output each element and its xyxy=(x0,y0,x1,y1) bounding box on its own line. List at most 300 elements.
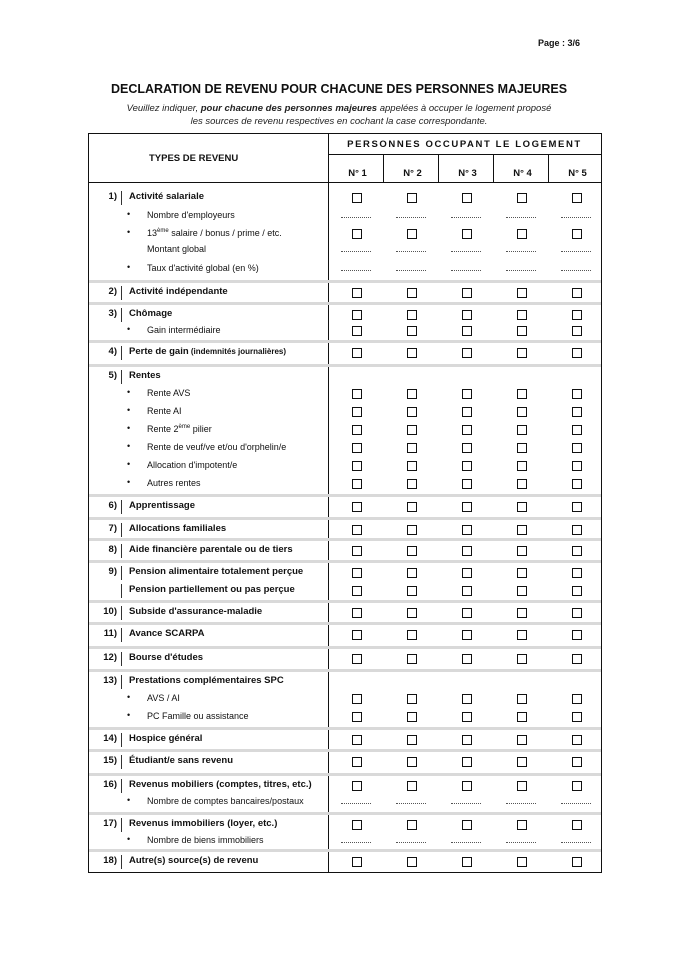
label-divider xyxy=(121,584,122,598)
row-number: 4) xyxy=(108,346,117,357)
checkbox-person-1[interactable] xyxy=(352,654,362,664)
table-row xyxy=(89,440,601,456)
table-row xyxy=(89,709,601,725)
checkbox-person-5[interactable] xyxy=(572,568,582,578)
checkbox-person-4[interactable] xyxy=(517,781,527,791)
income-type-label xyxy=(129,818,277,829)
fill-in-line-person-5[interactable] xyxy=(561,803,591,804)
page-title: DECLARATION DE REVENU POUR CHACUNE DES PERSONNES MAJEURES xyxy=(110,82,568,96)
group-separator xyxy=(89,538,601,541)
bullet-icon: • xyxy=(127,405,131,415)
checkbox-person-2[interactable] xyxy=(407,310,417,320)
checkbox-person-2[interactable] xyxy=(407,348,417,358)
income-type-text: Autre(s) source(s) de revenu xyxy=(129,855,259,866)
checkbox-person-4[interactable] xyxy=(517,407,527,417)
checkbox-person-5[interactable] xyxy=(572,425,582,435)
table-row xyxy=(89,691,601,707)
subtype-text: Nombre de biens immobiliers xyxy=(147,835,264,845)
checkbox-person-4[interactable] xyxy=(517,310,527,320)
column-header-person-2: N° 2 xyxy=(403,168,422,179)
checkbox-person-4[interactable] xyxy=(517,712,527,722)
table-row xyxy=(89,651,601,667)
checkbox-person-3[interactable] xyxy=(462,820,472,830)
checkbox-person-3[interactable] xyxy=(462,461,472,471)
bullet-icon: • xyxy=(127,423,131,433)
checkbox-person-2[interactable] xyxy=(407,288,417,298)
row-number: 9) xyxy=(108,566,117,577)
income-type-text: Apprentissage xyxy=(129,500,195,511)
table-row xyxy=(89,422,601,438)
fill-in-line-person-2[interactable] xyxy=(396,251,426,252)
subtype-text: AVS / AI xyxy=(147,693,180,703)
label-divider xyxy=(121,544,122,558)
label-divider xyxy=(121,652,122,666)
checkbox-person-3[interactable] xyxy=(462,229,472,239)
checkbox-person-2[interactable] xyxy=(407,630,417,640)
checkbox-person-5[interactable] xyxy=(572,326,582,336)
group-separator xyxy=(89,849,601,852)
checkbox-person-2[interactable] xyxy=(407,735,417,745)
label-divider xyxy=(121,566,122,580)
bullet-icon: • xyxy=(127,441,131,451)
fill-in-line-person-4[interactable] xyxy=(506,842,536,843)
label-divider xyxy=(121,779,122,793)
checkbox-person-5[interactable] xyxy=(572,479,582,489)
row-number: 6) xyxy=(108,500,117,511)
checkbox-person-2[interactable] xyxy=(407,461,417,471)
income-subtype-label xyxy=(147,263,259,273)
subtype-superscript: ème xyxy=(157,228,169,234)
checkbox-person-5[interactable] xyxy=(572,757,582,767)
checkbox-person-3[interactable] xyxy=(462,310,472,320)
checkbox-person-4[interactable] xyxy=(517,443,527,453)
income-type-text: Activité indépendante xyxy=(129,286,228,297)
income-type-text: Aide financière parentale ou de tiers xyxy=(129,544,293,555)
checkbox-person-4[interactable] xyxy=(517,502,527,512)
income-type-label xyxy=(129,855,258,866)
income-subtype-label xyxy=(147,478,201,488)
subtype-text: Rente de veuf/ve et/ou d'orphelin/e xyxy=(147,442,287,452)
fill-in-line-person-4[interactable] xyxy=(506,803,536,804)
subtype-superscript: ème xyxy=(178,424,191,430)
checkbox-person-2[interactable] xyxy=(407,568,417,578)
income-type-text: Subside d'assurance-maladie xyxy=(129,606,263,617)
fill-in-line-person-1[interactable] xyxy=(341,217,371,218)
fill-in-line-person-3[interactable] xyxy=(451,803,481,804)
income-subtype-label xyxy=(147,210,235,220)
income-subtype-label xyxy=(147,424,212,434)
fill-in-line-person-1[interactable] xyxy=(341,251,371,252)
label-divider xyxy=(121,308,122,322)
fill-in-line-person-2[interactable] xyxy=(396,803,426,804)
income-type-label xyxy=(129,652,203,663)
fill-in-line-person-1[interactable] xyxy=(341,270,371,271)
income-declaration-table xyxy=(88,133,602,873)
row-number: 8) xyxy=(108,544,117,555)
row-number: 7) xyxy=(108,523,117,534)
income-type-text: Chômage xyxy=(129,308,173,319)
row-number: 3) xyxy=(108,308,117,319)
income-type-label xyxy=(129,584,295,595)
fill-in-line-person-5[interactable] xyxy=(561,842,591,843)
fill-in-line-person-3[interactable] xyxy=(451,270,481,271)
bullet-icon: • xyxy=(127,209,131,219)
checkbox-person-2[interactable] xyxy=(407,443,417,453)
fill-in-line-person-4[interactable] xyxy=(506,251,536,252)
fill-in-line-person-2[interactable] xyxy=(396,842,426,843)
checkbox-person-1[interactable] xyxy=(352,193,362,203)
table-row xyxy=(89,307,601,323)
checkbox-person-2[interactable] xyxy=(407,229,417,239)
group-separator xyxy=(89,669,601,672)
label-divider xyxy=(121,370,122,384)
checkbox-person-2[interactable] xyxy=(407,694,417,704)
group-separator xyxy=(89,280,601,283)
table-row xyxy=(89,674,601,690)
checkbox-person-5[interactable] xyxy=(572,712,582,722)
checkbox-person-5[interactable] xyxy=(572,630,582,640)
row-number: 1) xyxy=(108,191,117,202)
group-separator xyxy=(89,494,601,497)
label-divider xyxy=(121,855,122,869)
table-row xyxy=(89,794,601,810)
checkbox-person-2[interactable] xyxy=(407,757,417,767)
checkbox-person-4[interactable] xyxy=(517,568,527,578)
label-divider xyxy=(121,191,122,205)
label-divider xyxy=(121,755,122,769)
checkbox-person-4[interactable] xyxy=(517,654,527,664)
intro-emphasis: pour chacune des personnes majeures xyxy=(200,103,378,114)
checkbox-person-2[interactable] xyxy=(407,525,417,535)
checkbox-person-3[interactable] xyxy=(462,857,472,867)
row-number: 16) xyxy=(103,779,117,790)
checkbox-person-5[interactable] xyxy=(572,193,582,203)
checkbox-person-5[interactable] xyxy=(572,525,582,535)
subtype-prefix: Rente 2 xyxy=(147,424,179,434)
checkbox-person-1[interactable] xyxy=(352,781,362,791)
income-type-label xyxy=(129,308,172,319)
checkbox-person-1[interactable] xyxy=(352,694,362,704)
income-type-label xyxy=(129,675,284,686)
checkbox-person-4[interactable] xyxy=(517,525,527,535)
checkbox-person-1[interactable] xyxy=(352,348,362,358)
checkbox-person-2[interactable] xyxy=(407,820,417,830)
table-row xyxy=(89,345,601,361)
checkbox-person-1[interactable] xyxy=(352,443,362,453)
checkbox-person-3[interactable] xyxy=(462,586,472,596)
label-divider xyxy=(121,346,122,360)
checkbox-person-3[interactable] xyxy=(462,712,472,722)
table-row xyxy=(89,242,601,258)
income-type-label xyxy=(129,500,195,511)
checkbox-person-3[interactable] xyxy=(462,348,472,358)
row-number: 15) xyxy=(103,755,117,766)
table-row xyxy=(89,605,601,621)
table-row xyxy=(89,261,601,277)
checkbox-person-4[interactable] xyxy=(517,608,527,618)
income-type-text: Avance SCARPA xyxy=(129,628,205,639)
checkbox-person-1[interactable] xyxy=(352,568,362,578)
fill-in-line-person-3[interactable] xyxy=(451,217,481,218)
checkbox-person-3[interactable] xyxy=(462,443,472,453)
label-divider xyxy=(121,523,122,537)
row-number: 17) xyxy=(103,818,117,829)
income-type-text: Étudiant/e sans revenu xyxy=(129,755,234,766)
group-separator xyxy=(89,364,601,367)
group-separator xyxy=(89,646,601,649)
checkbox-person-3[interactable] xyxy=(462,193,472,203)
income-type-label xyxy=(129,544,293,555)
checkbox-person-3[interactable] xyxy=(462,389,472,399)
fill-in-line-person-1[interactable] xyxy=(341,803,371,804)
fill-in-line-person-3[interactable] xyxy=(451,251,481,252)
income-type-text: Bourse d'études xyxy=(129,652,204,663)
group-separator xyxy=(89,517,601,520)
income-subtype-label xyxy=(147,460,237,470)
bullet-icon: • xyxy=(127,795,131,805)
checkbox-person-4[interactable] xyxy=(517,425,527,435)
income-type-label xyxy=(129,755,233,766)
subtype-text: PC Famille ou assistance xyxy=(147,711,249,721)
checkbox-person-1[interactable] xyxy=(352,857,362,867)
checkbox-person-3[interactable] xyxy=(462,608,472,618)
checkbox-person-2[interactable] xyxy=(407,608,417,618)
bullet-icon: • xyxy=(127,710,131,720)
checkbox-person-1[interactable] xyxy=(352,326,362,336)
income-type-label xyxy=(129,523,226,534)
checkbox-person-2[interactable] xyxy=(407,654,417,664)
checkbox-person-4[interactable] xyxy=(517,461,527,471)
checkbox-person-5[interactable] xyxy=(572,586,582,596)
fill-in-line-person-2[interactable] xyxy=(396,270,426,271)
income-type-label xyxy=(129,628,205,639)
checkbox-person-4[interactable] xyxy=(517,193,527,203)
checkbox-person-5[interactable] xyxy=(572,857,582,867)
table-row xyxy=(89,476,601,492)
checkbox-person-5[interactable] xyxy=(572,229,582,239)
checkbox-person-2[interactable] xyxy=(407,389,417,399)
persons-header-rule xyxy=(328,154,601,155)
table-row xyxy=(89,778,601,794)
checkbox-person-1[interactable] xyxy=(352,229,362,239)
checkbox-person-3[interactable] xyxy=(462,479,472,489)
checkbox-person-4[interactable] xyxy=(517,735,527,745)
checkbox-person-2[interactable] xyxy=(407,781,417,791)
income-subtype-label xyxy=(147,388,190,398)
checkbox-person-1[interactable] xyxy=(352,310,362,320)
checkbox-person-1[interactable] xyxy=(352,757,362,767)
label-divider xyxy=(121,606,122,620)
checkbox-person-4[interactable] xyxy=(517,630,527,640)
bullet-icon: • xyxy=(127,324,131,334)
row-number: 14) xyxy=(103,733,117,744)
checkbox-person-5[interactable] xyxy=(572,502,582,512)
fill-in-line-person-1[interactable] xyxy=(341,842,371,843)
table-row xyxy=(89,522,601,538)
table-row xyxy=(89,583,601,599)
checkbox-person-2[interactable] xyxy=(407,586,417,596)
income-subtype-label xyxy=(147,244,206,254)
checkbox-person-5[interactable] xyxy=(572,288,582,298)
checkbox-person-5[interactable] xyxy=(572,654,582,664)
fill-in-line-person-5[interactable] xyxy=(561,270,591,271)
checkbox-person-2[interactable] xyxy=(407,857,417,867)
checkbox-person-1[interactable] xyxy=(352,479,362,489)
checkbox-person-1[interactable] xyxy=(352,820,362,830)
checkbox-person-4[interactable] xyxy=(517,326,527,336)
checkbox-person-2[interactable] xyxy=(407,326,417,336)
table-row xyxy=(89,285,601,301)
subtype-text: Autres rentes xyxy=(147,478,201,488)
group-separator xyxy=(89,773,601,776)
checkbox-person-1[interactable] xyxy=(352,389,362,399)
checkbox-person-5[interactable] xyxy=(572,608,582,618)
checkbox-person-5[interactable] xyxy=(572,443,582,453)
checkbox-person-3[interactable] xyxy=(462,781,472,791)
checkbox-person-2[interactable] xyxy=(407,546,417,556)
table-row xyxy=(89,627,601,643)
fill-in-line-person-4[interactable] xyxy=(506,217,536,218)
income-type-label xyxy=(129,286,228,297)
checkbox-person-4[interactable] xyxy=(517,694,527,704)
checkbox-person-1[interactable] xyxy=(352,608,362,618)
checkbox-person-3[interactable] xyxy=(462,630,472,640)
subtype-text: Gain intermédiaire xyxy=(147,325,221,335)
label-divider xyxy=(121,628,122,642)
income-type-text: Activité salariale xyxy=(129,191,204,202)
label-divider xyxy=(121,733,122,747)
checkbox-person-3[interactable] xyxy=(462,757,472,767)
checkbox-person-1[interactable] xyxy=(352,712,362,722)
checkbox-person-4[interactable] xyxy=(517,546,527,556)
fill-in-line-person-5[interactable] xyxy=(561,217,591,218)
column-header-person-5: N° 5 xyxy=(568,168,587,179)
checkbox-person-3[interactable] xyxy=(462,502,472,512)
row-number: 12) xyxy=(103,652,117,663)
table-row xyxy=(89,226,601,242)
table-row xyxy=(89,369,601,385)
column-header-person-1: N° 1 xyxy=(348,168,367,179)
checkbox-person-4[interactable] xyxy=(517,229,527,239)
checkbox-person-2[interactable] xyxy=(407,712,417,722)
group-separator xyxy=(89,302,601,305)
checkbox-person-3[interactable] xyxy=(462,326,472,336)
income-type-label xyxy=(129,191,204,202)
checkbox-person-3[interactable] xyxy=(462,425,472,435)
checkbox-person-3[interactable] xyxy=(462,288,472,298)
checkbox-person-2[interactable] xyxy=(407,502,417,512)
fill-in-line-person-5[interactable] xyxy=(561,251,591,252)
fill-in-line-person-4[interactable] xyxy=(506,270,536,271)
checkbox-person-5[interactable] xyxy=(572,461,582,471)
group-separator xyxy=(89,727,601,730)
checkbox-person-1[interactable] xyxy=(352,407,362,417)
checkbox-person-5[interactable] xyxy=(572,407,582,417)
checkbox-person-5[interactable] xyxy=(572,820,582,830)
checkbox-person-3[interactable] xyxy=(462,568,472,578)
table-row xyxy=(89,817,601,833)
intro-post: appelées à occuper le logement proposé xyxy=(377,103,552,114)
subtype-prefix: 13 xyxy=(147,228,158,238)
checkbox-person-1[interactable] xyxy=(352,425,362,435)
checkbox-person-1[interactable] xyxy=(352,502,362,512)
checkbox-person-2[interactable] xyxy=(407,425,417,435)
checkbox-person-1[interactable] xyxy=(352,546,362,556)
page-number: Page : 3/6 xyxy=(537,38,580,48)
checkbox-person-4[interactable] xyxy=(517,857,527,867)
checkbox-person-3[interactable] xyxy=(462,407,472,417)
checkbox-person-3[interactable] xyxy=(462,735,472,745)
checkbox-person-4[interactable] xyxy=(517,757,527,767)
checkbox-person-2[interactable] xyxy=(407,193,417,203)
checkbox-person-3[interactable] xyxy=(462,546,472,556)
bullet-icon: • xyxy=(127,262,131,272)
table-row xyxy=(89,754,601,770)
checkbox-person-1[interactable] xyxy=(352,461,362,471)
table-row xyxy=(89,732,601,748)
checkbox-person-5[interactable] xyxy=(572,348,582,358)
checkbox-person-4[interactable] xyxy=(517,479,527,489)
checkbox-person-1[interactable] xyxy=(352,735,362,745)
income-subtype-label xyxy=(147,228,282,238)
income-type-text: Perte de gain xyxy=(129,346,189,357)
checkbox-person-5[interactable] xyxy=(572,310,582,320)
income-type-label xyxy=(129,733,202,744)
row-number: 5) xyxy=(108,370,117,381)
subtype-text: Allocation d'impotent/e xyxy=(147,460,238,470)
checkbox-person-1[interactable] xyxy=(352,525,362,535)
checkbox-person-2[interactable] xyxy=(407,479,417,489)
checkbox-person-4[interactable] xyxy=(517,820,527,830)
income-type-text: Prestations complémentaires SPC xyxy=(129,675,284,686)
row-number: 13) xyxy=(103,675,117,686)
bullet-icon: • xyxy=(127,459,131,469)
checkbox-person-4[interactable] xyxy=(517,586,527,596)
income-type-label xyxy=(129,346,286,357)
checkbox-person-4[interactable] xyxy=(517,288,527,298)
checkbox-person-1[interactable] xyxy=(352,630,362,640)
checkbox-person-1[interactable] xyxy=(352,586,362,596)
label-divider xyxy=(121,818,122,832)
row-number: 11) xyxy=(103,628,117,639)
checkbox-person-3[interactable] xyxy=(462,654,472,664)
income-type-text: Pension alimentaire totalement perçue xyxy=(129,566,304,577)
checkbox-person-5[interactable] xyxy=(572,781,582,791)
checkbox-person-5[interactable] xyxy=(572,735,582,745)
checkbox-person-4[interactable] xyxy=(517,389,527,399)
column-header-person-4: N° 4 xyxy=(513,168,532,179)
table-row xyxy=(89,404,601,420)
checkbox-person-3[interactable] xyxy=(462,525,472,535)
checkbox-person-3[interactable] xyxy=(462,694,472,704)
bullet-icon: • xyxy=(127,477,131,487)
fill-in-line-person-3[interactable] xyxy=(451,842,481,843)
checkbox-person-4[interactable] xyxy=(517,348,527,358)
income-subtype-label xyxy=(147,796,304,806)
income-type-text: Pension partiellement ou pas perçue xyxy=(129,584,295,595)
checkbox-person-5[interactable] xyxy=(572,389,582,399)
checkbox-person-5[interactable] xyxy=(572,694,582,704)
checkbox-person-1[interactable] xyxy=(352,288,362,298)
header-rule xyxy=(89,182,601,183)
income-subtype-label xyxy=(147,835,264,845)
subtype-text: Nombre d'employeurs xyxy=(147,210,235,220)
intro-line-2: les sources de revenu respectives en cochant la case correspondante. xyxy=(190,116,488,127)
fill-in-line-person-2[interactable] xyxy=(396,217,426,218)
checkbox-person-5[interactable] xyxy=(572,546,582,556)
checkbox-person-2[interactable] xyxy=(407,407,417,417)
row-number: 18) xyxy=(103,855,117,866)
